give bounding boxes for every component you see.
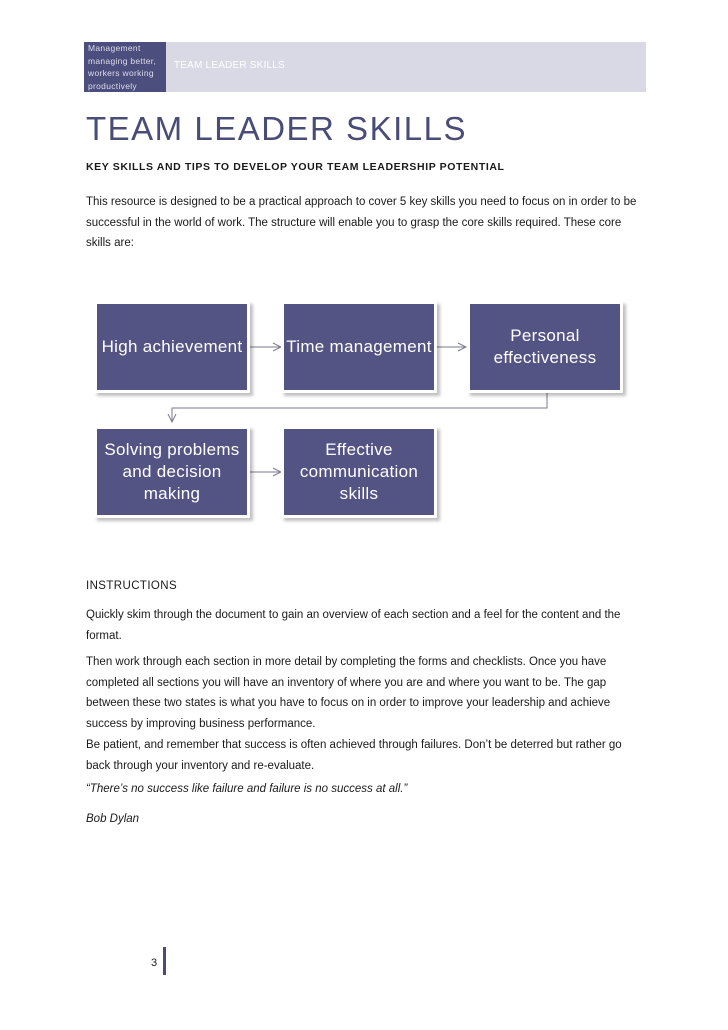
instructions-paragraph-2: Then work through each section in more detail by completing the forms and checklists. Once you have completed all sections you will have an inventory of where you are and where you want to be. The gap between these two states is what you have to focus on in order to improve your leadership and achieve success by improving business performance. [86,656,611,730]
skill-box-effective-communication: Effective communication skills [284,429,434,515]
header-section-title: TEAM LEADER SKILLS [174,60,285,71]
intro-paragraph: This resource is designed to be a practical approach to cover 5 key skills you need to focus on in order to be successful in the world of work. The structure will enable you to grasp the core skills required. These core skills are: [86,196,637,249]
skill-box-high-achievement: High achievement [97,304,247,390]
instructions-paragraph-1: Quickly skim through the document to gain an overview of each section and a feel for the content and the format. [86,609,621,642]
header-tagline-line: managing better, [88,55,157,66]
quote-author: Bob Dylan [86,813,140,825]
header-tagline-line: Management [88,43,141,53]
page-number: 3 [151,957,158,969]
page-number-bar [163,947,166,975]
header-tagline-line: workers working [88,68,154,78]
instructions-paragraph-3: Be patient, and remember that success is often achieved through failures. Don’t be deterred but rather go back through your inventory and re-evaluate. [86,739,622,772]
skill-box-solving-problems: Solving problems and decision making [97,429,247,515]
skill-box-time-management: Time management [284,304,434,390]
page-title: TEAM LEADER SKILLS [86,110,467,147]
arrow-personal-to-solving [172,393,547,422]
instructions-heading: INSTRUCTIONS [86,580,178,592]
header-tagline-line: productively [88,80,137,91]
skill-box-personal-effectiveness: Personal effectiveness [470,304,620,390]
quote: “There’s no success like failure and failure is no success at all.” [86,783,408,795]
page-subtitle: KEY SKILLS AND TIPS TO DEVELOP YOUR TEAM LEADERSHIP POTENTIAL [86,161,505,173]
